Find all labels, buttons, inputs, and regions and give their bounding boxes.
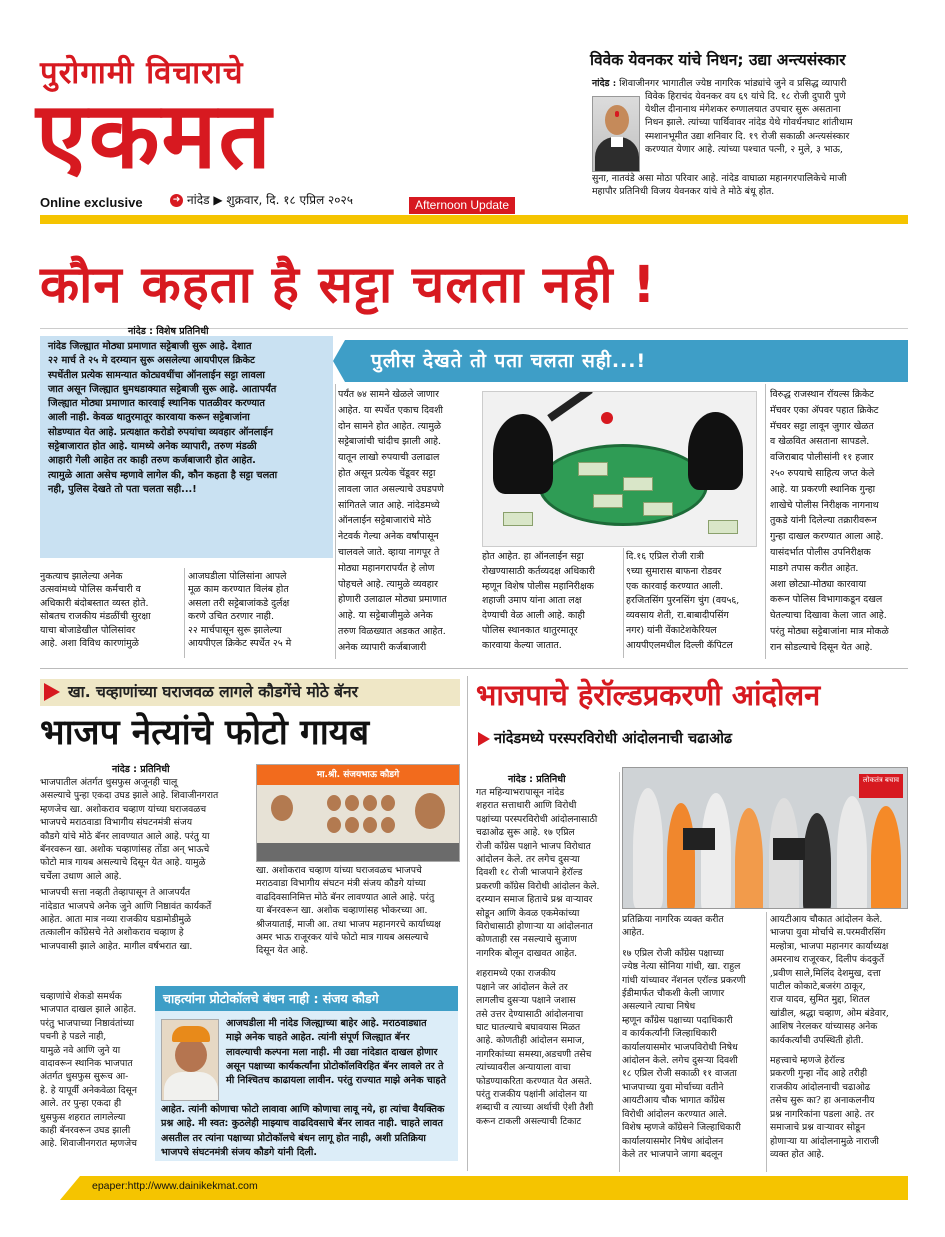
obituary-line: स्मशानभूमीत उद्या शनिवार दि. १९ रोजी सकाळी अन्त्यसंस्कार — [645, 130, 850, 142]
text-line: म्हणून काँग्रेस पक्षाच्या पदाधिकारी — [622, 1014, 733, 1026]
quote-box-title: चाहत्यांना प्रोटोकॉलचे बंधन नाही : संजय कौडगे — [155, 986, 458, 1011]
text-line: परंतु राजकीय पक्षांनी आंदोलन या — [476, 1088, 587, 1100]
column-divider — [623, 548, 624, 658]
text-line: प्रकरणी काँग्रेस विरोधी आंदोलन केले. — [476, 880, 600, 892]
dateline — [170, 194, 353, 207]
text-line: कार्यकर्त्यांची उपस्थिती होती. — [770, 1034, 864, 1046]
text-line: माडगे तपास करीत आहेत. — [770, 562, 859, 574]
lead-line: २२ मार्च ते २५ मे दरम्यान सुरू असलेल्या आयपीएल क्रिकेट — [48, 355, 255, 367]
text-line: भाजपा युवा मोर्चाचे स.परमवीरसिंग — [770, 927, 886, 939]
masthead-divider — [40, 215, 908, 224]
gambling-illustration — [482, 391, 757, 547]
text-line: मॅचवर सट्टा लावून जुगार खेळत — [770, 420, 874, 432]
text-line: मोठ्या महानगरापर्यंत हे लोण — [338, 562, 435, 574]
text-line: काही बॅनरवरून उघड झाली — [40, 1125, 131, 1137]
lead-text — [48, 340, 330, 497]
lead-column-5 — [626, 550, 760, 654]
text-line: महत्त्वाचे म्हणजे हेरॉल्ड — [770, 1055, 845, 1067]
text-line: शाखेचे पोलीस निरीक्षक नागनाथ — [770, 499, 879, 511]
text-line: उत्सवांमध्ये पोलिस कर्मचारी व — [40, 584, 141, 596]
column-divider — [766, 912, 767, 1172]
lead-line: जात असून जिल्ह्यात धुमधडाक्यात सट्टेबाजी सुरू आहे. आतापर्यंत — [48, 383, 277, 395]
lead-line: सट्टेबाजारात होत आहे. यामध्ये अनेक व्यापारी, तरुण मंडळी — [48, 441, 257, 453]
text-line: पोलिस स्थानकात थातुरमातूर — [482, 624, 578, 636]
obituary-line: निधन झाले. त्यांच्या पार्थिवावर नांदेड येथे गोवर्धनघाट शांतीधाम — [645, 117, 853, 129]
quote-text — [226, 1017, 454, 1088]
text-line: सोबतच राजकीय मंडळींची सुरक्षा — [40, 611, 151, 623]
text-line: देण्याची वेळ आली आहे. काही — [482, 610, 585, 622]
text-line: रोखण्यासाठी कर्तव्यदक्ष अधिकारी — [482, 565, 595, 577]
text-line: आहे. अशा विविध कारणांमुळे — [40, 638, 139, 650]
caption-line: खा. अशोकराव चव्हाण यांच्या घराजवळच भाजपचे — [256, 865, 422, 876]
column-divider — [184, 568, 185, 658]
banner-photo-caption — [256, 864, 460, 958]
text-line: घेतल्याचा दिखावा केला जात आहे. — [770, 610, 887, 622]
text-line: राज यादव, सुमित मुद्दा, शितल — [770, 994, 870, 1006]
banner-byline: नांदेड : प्रतिनिधी — [112, 764, 170, 775]
text-line: गत महिन्याभरापासून नांदेड — [476, 787, 565, 798]
text-line: रान सोडल्याचे दिसून येत आहे. — [770, 641, 873, 653]
epaper-link[interactable]: epaper:http://www.dainikekmat.com — [92, 1180, 258, 1192]
text-line: पाटील कोकाटे,बजरंग ठाकूर, — [770, 981, 866, 993]
text-line: आहेत. — [622, 927, 645, 939]
text-line: नागरिकांच्या समस्या,अडचणी तसेच — [476, 1048, 592, 1060]
quote-line: माझे अनेक चाहते आहेत. त्यांनी संपूर्ण जिल्ह्यात बॅनर — [226, 1032, 410, 1044]
text-line: प्रतिक्रिया नागरिक व्यक्त करीत — [622, 914, 724, 925]
lead-column-4 — [482, 550, 620, 654]
text-line: शहाजी उमाप यांना आता लक्ष — [482, 595, 582, 607]
text-line: असल्याचे पुन्हा एकदा उघड झाले आहे. शिवाजीनगरात — [40, 790, 219, 802]
text-line: तसे उत्तर देण्यासाठी आंदोलनाचा — [476, 1008, 584, 1020]
text-line: दरम्यान समाज हिताचे प्रश्न वाऱ्यावर — [476, 894, 593, 906]
caption-line: मराठवाडा विभागीय संघटन मंत्री संजय कौडगे यांच्या — [256, 878, 426, 890]
text-line: परंतु भाजपाच्या निष्ठावंतांच्या — [40, 1017, 134, 1029]
text-line: एक कारवाई करण्यात आली. — [626, 580, 724, 592]
text-line: तसेच सुरू का? हा अनाकलनीय — [770, 1095, 875, 1107]
text-line: लावला जात असल्याचे उघडपणे — [338, 483, 444, 495]
text-line: शब्दाची व त्याच्या अर्थाची ऐशी तैशी — [476, 1102, 594, 1114]
protest-column-1 — [476, 786, 616, 1128]
text-line: फोटो मात्र गायब असल्याचे दिसून येत आहे. यामुळे — [40, 857, 206, 869]
text-line: राजकीय आंदोलनाची चढाओढ — [770, 1081, 871, 1093]
text-line: होणारी उलाढाल मोठ्या प्रमाणात — [338, 594, 447, 606]
text-line: आले. तर पुन्हा एकदा ही — [40, 1098, 122, 1110]
lead-column-1 — [40, 570, 180, 650]
text-line: तत्कालीन काँग्रेसचे नेते अशोकराव चव्हाण हे — [40, 927, 184, 939]
dateline-text: नांदेड ▶ शुक्रवार, दि. १८ एप्रिल २०२५ — [187, 193, 353, 207]
banner-kicker — [40, 679, 460, 706]
lead-line: आहारी गेली आहेत तर काही तरुण कर्जबाजारी होत आहेत. — [48, 455, 256, 467]
text-line: वादावरून स्थानिक भाजपात — [40, 1058, 133, 1070]
protest-subheading-text: नांदेडमध्ये परस्परविरोधी आंदोलनाची चढाओढ — [494, 731, 733, 747]
caption-line: श्रीजयाताई, माजी आ. तथा भाजप महानगरचे कार्याध्यक्ष — [256, 918, 441, 930]
quote-line: आजघडीला मी नांदेड जिल्ह्याच्या बाहेर आहे. मराठवाड्यात — [226, 1018, 427, 1029]
text-line: हे. हे यापूर्वी अनेकवेळा दिसून — [40, 1084, 137, 1096]
text-line: बॅनरवरून खा. अशोक चव्हाणांसह तोंडा अन् भाऊचे — [40, 844, 210, 856]
text-line: नगर) यांनी वेंकाटेशकेरियल — [626, 624, 717, 636]
text-line: कार्यालयासमोर भाजपविरोधी निषेध — [622, 1041, 738, 1053]
quote-line: प्रश्न आहे. मी स्वत: कुठलेही माझ्याच वाढदिवसाचे बॅनर लावत नाही. चाहते लावत — [161, 1118, 443, 1130]
text-line: आहेत. आता मात्र नव्या राजकीय घडामोडीमुळे — [40, 914, 192, 926]
text-line: समाजाचे प्रश्न वाऱ्यावर सोडून — [770, 1122, 866, 1134]
text-line: म्हणून विशेष पोलीस महानिरीक्षक — [482, 580, 594, 592]
text-line: पोहचले आहे. त्यामुळे व्यवहार — [338, 578, 438, 590]
text-line: १८ एप्रिल रोजी सकाळी ११ वाजता — [622, 1068, 737, 1080]
column-divider — [467, 676, 468, 1171]
text-line: भाजपची सत्ता नव्हती तेव्हापासून ते आजपर्यंत — [40, 887, 191, 899]
text-line: ऑनलाईन सट्टेबाजारांचे मोठे — [338, 515, 432, 527]
obituary-title: विवेक येवनकर यांचे निधन; उद्या अन्त्यसंस्कार — [590, 51, 846, 69]
obituary-body-bottom — [592, 172, 910, 198]
text-line: शहरामध्ये एका राजकीय — [476, 968, 556, 980]
text-line: लागलीच दुसऱ्या पक्षाने जशास — [476, 995, 576, 1007]
text-line: कार्यालयासमोर निषेध आंदोलन — [622, 1135, 724, 1147]
quote-text-bottom — [161, 1103, 454, 1160]
text-line: आयटीआय चौक भागात काँग्रेस — [622, 1095, 725, 1107]
text-line: त्यांच्यावरील अन्यायाला वाचा — [476, 1062, 571, 1074]
main-headline: कौन कहता है सट्टा चलता नही ! — [40, 256, 657, 315]
text-line: विशेष म्हणजे काँग्रेसने जिल्हाधिकारी — [622, 1122, 741, 1134]
text-line: होणाऱ्या या आंदोलनामुळे नाराजी — [770, 1135, 879, 1147]
obituary-body-wrap — [645, 90, 910, 156]
text-line: आयपीएलमधील दिल्ली कॅपिटल — [626, 639, 733, 651]
text-line: विरोधी आंदोलन करण्यात आले. — [622, 1108, 728, 1120]
text-line: यातून लाखो रुपयाची उलाढाल — [338, 452, 440, 464]
text-line: करून टाकली असल्याची टिकाट — [476, 1115, 582, 1127]
triangle-right-icon — [44, 683, 60, 701]
text-line: १७ एप्रिल रोजी काँग्रेस पक्षाच्या — [622, 947, 724, 959]
text-line: नेटवर्क गेल्या अनेक वर्षांपासून — [338, 531, 439, 543]
text-line: आहे. या प्रकरणी स्थानिक गुन्हा — [770, 483, 876, 495]
protest-subheading — [478, 729, 732, 749]
text-line: आंदोलन केले. लगेच दुसऱ्या दिवशी — [622, 1055, 738, 1067]
banner-photo-text: मा.श्री. संजयभाऊ कौडगे — [257, 765, 459, 785]
text-line: मॅचवर एका ॲपवर पहात क्रिकेट — [770, 404, 879, 416]
protest-headline: भाजपाचे हेरॉल्डप्रकरणी आंदोलन — [476, 678, 821, 712]
online-exclusive-label: Online exclusive — [40, 195, 143, 210]
text-line: कारवाया केल्या जातात. — [482, 639, 562, 651]
caption-line: या बॅनरवरून खा. अशोक चव्हाणांसह भोकरच्या आ. — [256, 905, 428, 917]
text-line: अनेक व्यापारी कर्जबाजारी — [338, 641, 427, 653]
text-line: हरजितसिंग पुरनसिंग चुंग (वय५६, — [626, 595, 740, 607]
text-line: व खेळवित असताना सापडले. — [770, 436, 870, 448]
text-line: प्रकरणी गुन्हा नोंद आहे तरीही — [770, 1068, 868, 1080]
text-line: म्हणजेच खा. अशोकराव चव्हाण यांच्या घराजवळच — [40, 803, 207, 815]
text-line: आहे. या सट्टेबाजीमुळे अनेक — [338, 610, 433, 622]
column-divider — [335, 384, 336, 659]
text-line: भाजपवासी झाले आहेत. मागील वर्षभरात खा. — [40, 940, 193, 952]
text-line: पर्यंत ७४ सामने खेळले जाणार — [338, 389, 439, 400]
obituary-line: महापौर प्रतिनिधी विजय येवनकर यांचे ते मोठे बंधू होत. — [592, 186, 775, 198]
quote-person-photo — [161, 1019, 219, 1101]
text-line: घाट घातल्याचे बघावयास मिळत — [476, 1021, 581, 1033]
protest-photo — [622, 767, 908, 909]
text-line: ज्येष्ठ नेत्या सोनिया गांधी, खा. राहुल — [622, 961, 741, 973]
obituary-line: करण्यात येणार आहे. त्यांच्या पश्चात पत्नी, २ मुले, ३ भाऊ, — [645, 143, 843, 155]
text-line: ईडीमार्फत चौकशी केली जाणार — [622, 988, 725, 1000]
obituary-line: सुना, नातवंडे असा मोठा परिवार आहे. नांदेड वाघाळा महानगरपालिकेचे माजी — [592, 173, 847, 184]
text-line: असल्याने त्याचा निषेध — [622, 1001, 696, 1013]
caption-line: वाढदिवसानिमित्त मोठे बॅनर लावण्यात आले आहे. परंतु — [256, 891, 435, 903]
text-line: आयपीएल क्रिकेट स्पर्धेत २५ मे — [188, 638, 292, 650]
text-line: आयटीआय चौकात आंदोलन केले. — [770, 914, 883, 925]
lead-line: जिल्ह्यात मोठ्या प्रमाणात कारवाई स्थानिक पातळीवर करण्यात — [48, 398, 265, 410]
arrow-right-icon: ➜ — [170, 194, 183, 207]
quote-line: लावल्याची कल्पना मला नाही. मी उद्या नांदेडात दाखल होणार — [226, 1046, 438, 1058]
caption-line: दिसून येत आहे. — [256, 945, 309, 957]
text-line: तुकडे यांनी दिलेल्या तक्रारीवरून — [770, 515, 877, 527]
lead-line: सोडण्यात येत आहे. प्रत्यक्षात करोडो रुपयांचा व्यवहार ऑनलाईन — [48, 426, 273, 438]
column-divider — [765, 384, 766, 659]
text-line: नुकत्याच झालेल्या अनेक — [40, 571, 123, 582]
text-line: दोन सामने होत आहेत. त्यामुळे — [338, 420, 442, 432]
text-line: चढाओढ सुरू आहे. १७ एप्रिल — [476, 827, 575, 839]
text-line: वजिराबाद पोलीसांनी ११ हजार — [770, 452, 874, 464]
section-divider — [40, 668, 908, 669]
text-line: शहरात सत्ताधारी आणि विरोधी — [476, 800, 577, 812]
text-line: आहे. कोणतीही आंदोलन समाज, — [476, 1035, 585, 1047]
text-line: केले तर भाजपाने जागा बदलून — [622, 1148, 723, 1160]
text-line: आंदोलन केले. तर लगेच दुसऱ्या — [476, 854, 580, 866]
text-line: परंतु मोठ्या सट्टेबाजांना मात्र मोकळे — [770, 625, 889, 637]
text-line: आहे. शिवाजीनगरात म्हणजेच — [40, 1138, 137, 1150]
obituary-line: विवेक हिराचंद येवनकर वय ६९ यांचे दि. १८ रोजी दुपारी पुणे — [645, 91, 846, 102]
text-line: फोडण्याकरिता करण्यात येत असते. — [476, 1075, 593, 1087]
lead-line: आली नाही. केवळ थातुरमातूर कारवाया करून सट्टेबाजांना — [48, 412, 250, 424]
text-line: भाजपात दाखल झाले आहेत. — [40, 1004, 137, 1016]
column-divider — [619, 772, 620, 1172]
text-line: भाजपातील अंतर्गत धुसफुस अजूनही चालू — [40, 777, 178, 788]
text-line: असला तरी सट्टेबाजांकडे दुर्लक्ष — [188, 597, 290, 609]
text-line: ९च्या सुमारास बाफना रोडवर — [626, 565, 722, 577]
quote-line: मी निश्चितच काढायला लावीन. परंतु राज्यात माझे अनेक चाहते — [226, 1075, 446, 1087]
quote-line: आहेत. त्यांनी कोणाचा फोटो लावावा आणि कोणाचा लावू नये, हा त्यांचा वैयक्तिक — [161, 1104, 445, 1115]
protest-byline: नांदेड : प्रतिनिधी — [508, 774, 566, 785]
text-line: गांधी यांच्यावर नॅशनल एरॉल्ड प्रकरणी — [622, 974, 746, 986]
masthead-logo: एकमत — [36, 82, 273, 189]
text-line: व्यवसाय शेती, रा.बाबादीपसिंग — [626, 610, 729, 622]
text-line: आजघडीला पोलिसांना आपले — [188, 571, 287, 582]
text-line: भाजपचे मराठवाडा विभागीय संघटनमंत्री संजय — [40, 817, 193, 829]
text-line: यामुळे नवे आणि जुने या — [40, 1044, 121, 1056]
lead-line: नांदेड जिल्ह्यात मोठ्या प्रमाणात सट्टेबाजी सुरू आहे. देशात — [48, 341, 252, 352]
text-line: २२ मार्चपासून सुरू झालेल्या — [188, 624, 282, 636]
triangle-right-icon — [478, 732, 490, 746]
quote-line: असतील तर त्यांना पक्षाच्या प्रोटोकॉलचे बंधन लागू होत नाही, अशी प्रतिक्रिया — [161, 1132, 426, 1144]
protest-sign: लोकतंत्र बचाव — [859, 774, 903, 798]
banner-photo — [256, 764, 460, 862]
text-line: व कार्यकर्त्यांनी जिल्हाधिकारी — [622, 1028, 717, 1040]
text-line: अशा छोट्या-मोठ्या कारवाया — [770, 578, 867, 590]
lead-line: स्पर्धेतील प्रत्येक सामन्यात कोट्यवधींचा ऑनलाईन सट्टा लावला — [48, 369, 265, 381]
text-line: २५० रुपयाचे साहित्य जप्त केले — [770, 467, 875, 479]
text-line: सांगितले जात आहे. नांदेडमध्ये — [338, 499, 440, 511]
text-line: चालवले जाते. व्हाया नागपूर ते — [338, 546, 440, 558]
text-line: नागरिक बोलून दाखवत आहेत. — [476, 947, 578, 959]
text-line: अधिकारी बंदोबस्तात व्यस्त होते. — [40, 597, 149, 609]
text-line: याचा बोजाडेखील पोलिसांवर — [40, 624, 136, 636]
text-line: आशिष नेरलकर यांच्यासह अनेक — [770, 1021, 878, 1033]
text-line: चर्चेला उधाण आले आहे. — [40, 870, 122, 882]
banner-column-1b — [40, 990, 150, 1151]
obituary-line: शिवाजीनगर भागातील ज्येष्ठ नागरिक भांड्यांचे जुने व प्रसिद्ध व्यापारी — [619, 78, 847, 89]
lead-column-3 — [338, 387, 478, 656]
text-line: चव्हाणांचे शेकडो समर्थक — [40, 991, 122, 1002]
text-line: विरोधासाठी होणाऱ्या या आंदोलनात — [476, 921, 593, 933]
text-line: धुसफुस शहरात लागलेल्या — [40, 1111, 126, 1123]
text-line: पक्षांच्या परस्परविरोधी आंदोलनासाठी — [476, 813, 598, 825]
quote-line: भाजपचे संघटनमंत्री संजय कौडगे यांनी दिली. — [161, 1146, 318, 1158]
text-line: ,प्रवीण साले,मिलिंद देशमुख, दत्ता — [770, 967, 881, 979]
protest-column-3 — [770, 913, 910, 1161]
text-line: दि.१६ एप्रिल रोजी रात्री — [626, 551, 704, 562]
lead-column-2 — [188, 570, 333, 650]
text-line: मूळ काम करण्यात विलंब होत — [188, 584, 289, 596]
text-line: अंतर्गत धुसफुस सुरूच आ- — [40, 1071, 129, 1083]
obituary-line: येथील दीनानाथ मंगेशकर रुग्णालयात उपचार सुरू असताना — [645, 104, 841, 116]
text-line: कौडगे यांचे मोठे बॅनर लावण्यात आले आहे. परंतु या — [40, 830, 210, 842]
text-line: भाजपाच्या युवा मोर्चाच्या वतीने — [622, 1081, 724, 1093]
update-badge: Afternoon Update — [409, 197, 515, 214]
lead-line: नही, पुलिस देखते तो पता चलता सही...! — [48, 483, 197, 495]
text-line: पक्षाने जर आंदोलन केले तर — [476, 981, 568, 993]
text-line: सोडून आणि केवळ एकमेकांच्या — [476, 907, 580, 919]
text-line: पचनी हे पडले नाही, — [40, 1031, 107, 1043]
lead-column-6 — [770, 387, 910, 656]
masthead-tagline: पुरोगामी विचाराचे — [40, 55, 244, 91]
text-line: दिवशी १८ रोजी भाजपाने हेरॉल्ड — [476, 867, 583, 879]
text-line: सट्टेबाजांची चांदीच झाली आहे. — [338, 436, 441, 448]
lead-line: त्यामुळे आता असेच म्हणावे लागेल की, कौन कहता है सट्टा चलता — [48, 469, 278, 481]
banner-story-headline: भाजप नेत्यांचे फोटो गायब — [40, 713, 370, 753]
text-line: मल्होत्रा, भाजपा महानगर कार्याध्यक्ष — [770, 940, 889, 952]
text-line: करणे उचित ठरणार नाही. — [188, 611, 274, 623]
text-line: आहेत. या स्पर्धेत एकाच दिवशी — [338, 404, 443, 416]
text-line: यासंदर्भात पोलीस उपनिरीक्षक — [770, 546, 871, 558]
caption-line: अमर भाऊ राजूरकर यांचे फोटो मात्र गायब असल्याचे — [256, 932, 429, 944]
obituary-dateline: नांदेड : — [592, 78, 617, 89]
text-line: तरुण विळख्यात अडकत आहेत. — [338, 625, 446, 637]
banner-kicker-text: खा. चव्हाणांच्या घराजवळ लागले कौडगेंचे मोठे बॅनर — [68, 683, 358, 701]
text-line: अमरनाथ राजूरकर, दिलीप कंदकुर्ते — [770, 954, 885, 966]
text-line: विरुद्ध राजस्थान रॉयल्स क्रिकेट — [770, 389, 874, 400]
text-line: व्यक्त होत आहे. — [770, 1148, 825, 1160]
obituary-body — [592, 77, 908, 90]
obituary-photo — [592, 96, 640, 172]
text-line: होत असून प्रत्येक चेंडूवर सट्टा — [338, 467, 436, 479]
text-line: होत आहेत. हा ऑनलाईन सट्टा — [482, 551, 584, 562]
lead-byline: नांदेड : विशेष प्रतिनिधी — [128, 326, 209, 337]
text-line: करून पोलिस विभागाकडून दखल — [770, 594, 883, 606]
banner-column-1 — [40, 776, 252, 953]
text-line: रोजी काँग्रेस पक्षाने भाजप विरोधात — [476, 840, 591, 852]
text-line: प्रश्न नागरिकांना पडला आहे. तर — [770, 1108, 875, 1120]
quote-line: असून पक्षाच्या कार्यकर्त्यांना प्रोटोकॉलविरहित बॅनर लावले तर ते — [226, 1060, 444, 1072]
lead-subheading-banner: पुलीस देखते तो पता चलता सही...! — [345, 340, 908, 382]
text-line: गुन्हा दाखल करण्यात आला आहे. — [770, 531, 884, 543]
text-line: खांडील, श्रद्धा चव्हाण, ओम बंडेवार, — [770, 1007, 889, 1019]
protest-column-2 — [622, 913, 762, 1161]
text-line: कोणताही रस नसल्याचे सुजाण — [476, 934, 577, 946]
text-line: नांदेडात भाजपचे अनेक जुने आणि निष्ठावंत कार्यकर्ते — [40, 900, 212, 912]
